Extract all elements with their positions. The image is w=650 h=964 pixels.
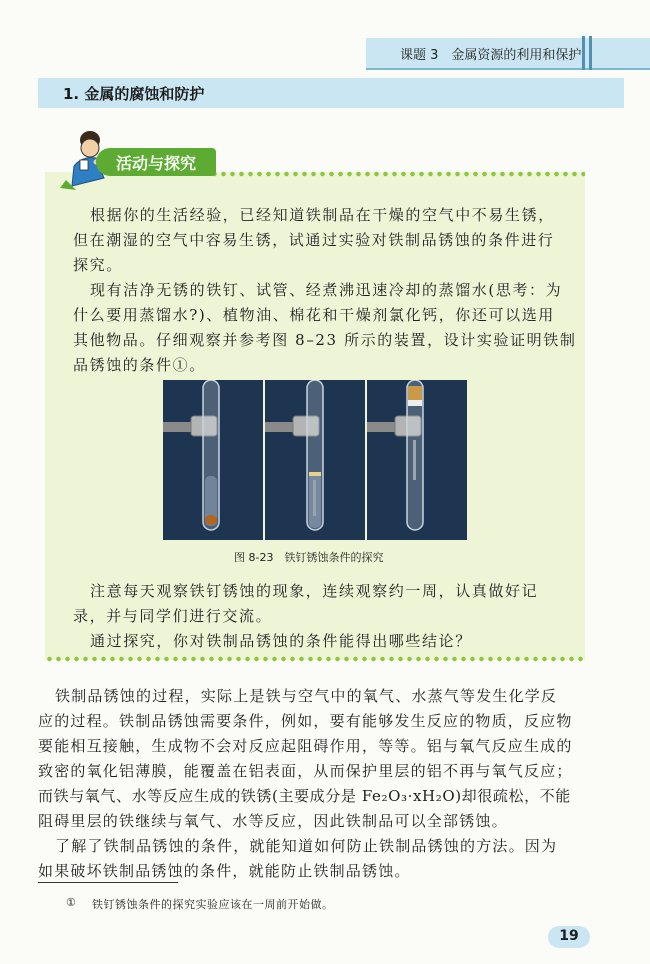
header-divider [582, 36, 585, 70]
activity-text-line: 根据你的生活经验，已经知道铁制品在干燥的空气中不易生锈， [90, 206, 555, 224]
activity-bottom-border [45, 656, 585, 662]
activity-text-line: 品锈蚀的条件①。 [73, 356, 206, 374]
body-text-line: 应的过程。铁制品锈蚀需要条件，例如，要有能够发生反应的物质，反应物 [38, 712, 573, 730]
activity-question: 通过探究，你对铁制品锈蚀的条件能得出哪些结论？ [90, 632, 472, 650]
activity-text-line: 注意每天观察铁钉锈蚀的现象，连续观察约一周，认真做好记 [90, 582, 539, 600]
body-text-line: 致密的氧化铝薄膜，能覆盖在铝表面，从而保护里层的铝不再与氧气反应； [38, 762, 573, 780]
body-text-line: 如果破坏铁制品锈蚀的条件，就能防止铁制品锈蚀。 [38, 862, 411, 880]
activity-text-line: 其他物品。仔细观察并参考图 8–23 所示的装置，设计实验证明铁制 [73, 331, 577, 349]
page-number: 19 [559, 928, 579, 944]
header-divider [589, 36, 592, 70]
footnote-text: 铁钉锈蚀条件的探究实验应该在一周前开始做。 [92, 898, 334, 911]
body-text-line: 阻碍里层的铁继续与氧气、水等反应，因此铁制品可以全部锈蚀。 [38, 812, 508, 830]
footnote-divider [38, 882, 178, 883]
body-text-line: 了解了铁制品锈蚀的条件，就能知道如何防止铁制品锈蚀的方法。因为 [55, 837, 558, 855]
body-text-line: 要能相互接触，生成物不会对反应起阻碍作用，等等。铝与氧气反应生成的 [38, 737, 573, 755]
activity-top-border [210, 171, 585, 177]
section-title: 1. 金属的腐蚀和防护 [63, 85, 205, 103]
activity-text-line: 录，并与同学们进行交流。 [73, 607, 273, 625]
body-text-line: 铁制品锈蚀的过程，实际上是铁与空气中的氧气、水蒸气等发生化学反 [55, 687, 558, 705]
figure-caption: 图 8-23 铁钉锈蚀条件的探究 [234, 551, 384, 564]
body-text-line: 而铁与氧气、水等反应生成的铁锈(主要成分是 Fe₂O₃·xH₂O)却很疏松，不能 [38, 787, 571, 805]
activity-text-line: 但在潮湿的空气中容易生锈，试通过实验对铁制品锈蚀的条件进行 [73, 231, 555, 249]
activity-text-line: 探究。 [73, 256, 123, 274]
figure-photo-test-tube-2 [265, 380, 365, 540]
figure-photo-test-tube-1 [163, 380, 263, 540]
figure-photo-test-tube-3 [367, 380, 467, 540]
footnote-marker: ① [66, 896, 76, 909]
activity-badge-label: 活动与探究 [116, 154, 197, 173]
activity-text-line: 什么要用蒸馏水?)、植物油、棉花和干燥剂氯化钙，你还可以选用 [73, 306, 555, 324]
activity-text-line: 现有洁净无锈的铁钉、试管、经煮沸迅速冷却的蒸馏水(思考：为 [90, 281, 563, 299]
chapter-header: 课题 3 金属资源的利用和保护 [400, 48, 582, 63]
